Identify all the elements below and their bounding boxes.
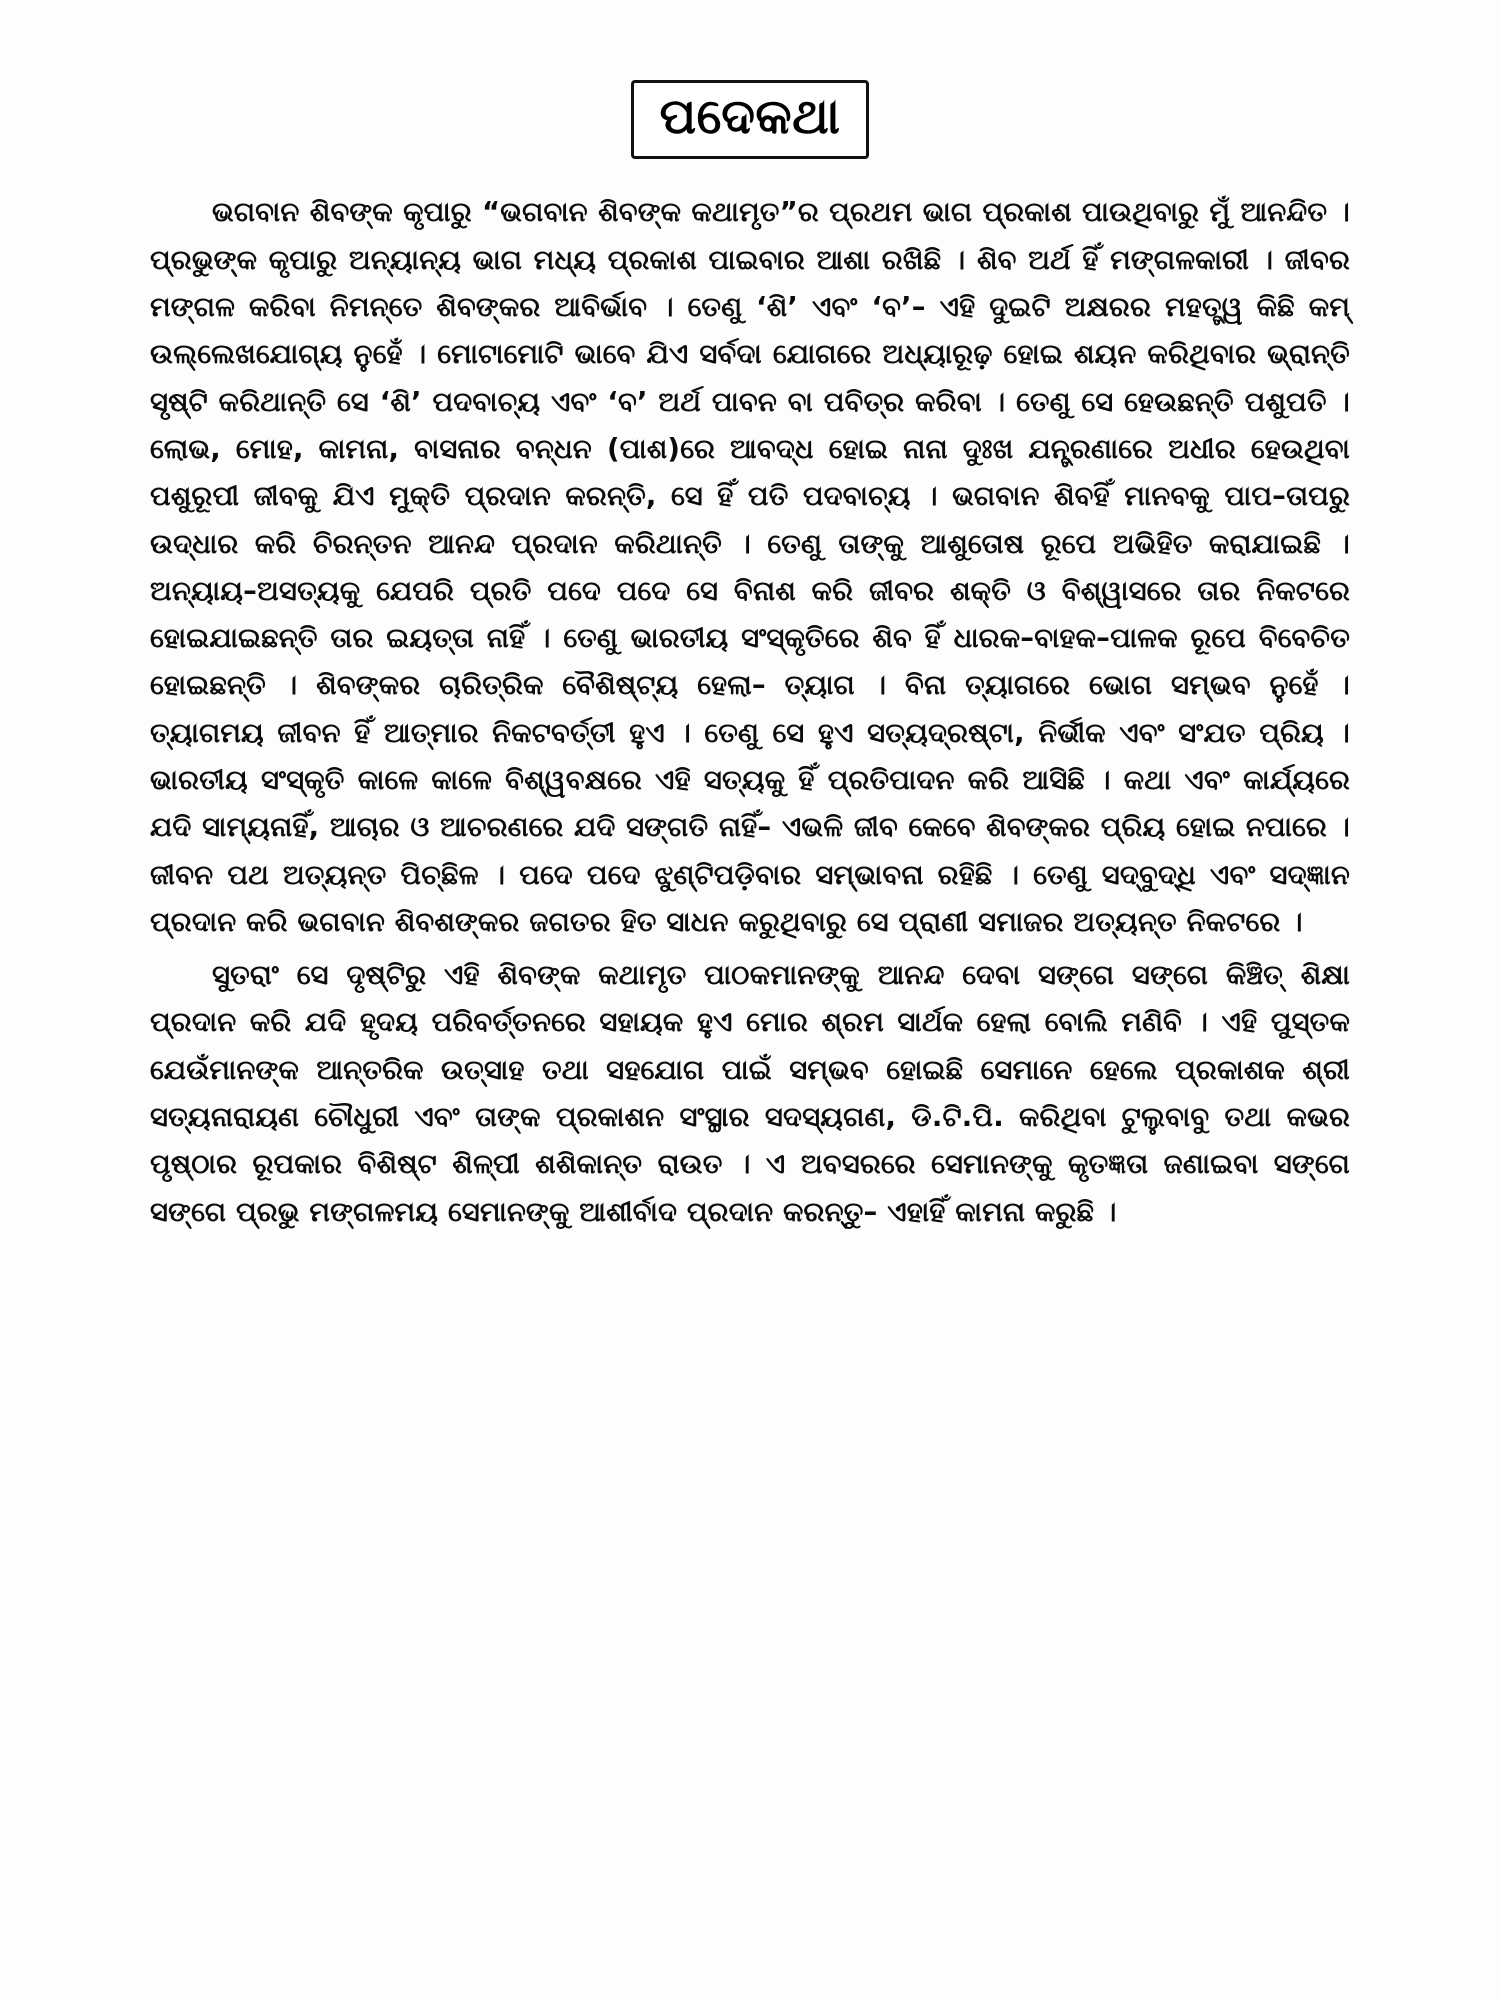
page-title-box — [631, 80, 870, 159]
paragraph: ଭଗବାନ ଶିବଙ୍କ କୃପାରୁ “ଭଗବାନ ଶିବଙ୍କ କଥାମୃତ”ର ପ୍ରଥମ ଭାଗ ପ୍ରକାଶ ପାଉଥିବାରୁ ମୁଁ ଆନନ୍ଦିତ । ପ୍ରଭୁଙ୍କ କୃପାରୁ ଅନ୍ୟାନ୍ୟ ଭାଗ ମଧ୍ୟ ପ୍ରକାଶ ପାଇବାର ଆଶା ରଖିଛି । ଶିବ ଅର୍ଥ ହିଁ ମଙ୍ଗଳକାରୀ । ଜୀବର ମଙ୍ଗଳ କରିବା ନିମନ୍ତେ ଶିବଙ୍କର ଆବିର୍ଭାବ । ତେଣୁ ‘ଶି’ ଏବଂ ‘ବ’– ଏହି ଦୁଇଟି ଅକ୍ଷରର ମହତ୍ତ୍ୱ କିଛି କମ୍ ଉଲ୍ଲେଖଯୋଗ୍ୟ ନୁହେଁ । ମୋଟାମୋଟି ଭାବେ ଯିଏ ସର୍ବଦା ଯୋଗରେ ଅଧ୍ୟାରୂଢ଼ ହୋଇ ଶୟନ କରିଥିବାର ଭ୍ରାନ୍ତି ସୃଷ୍ଟି କରିଥାନ୍ତି ସେ ‘ଶି’ ପଦବାଚ୍ୟ ଏବଂ ‘ବ’ ଅର୍ଥ ପାବନ ବା ପବିତ୍ର କରିବା । ତେଣୁ ସେ ହେଉଛନ୍ତି ପଶୁପତି । ଲୋଭ, ମୋହ, କାମନା, ବାସନାର ବନ୍ଧନ (ପାଶ)ରେ ଆବଦ୍ଧ ହୋଇ ନାନା ଦୁଃଖ ଯନ୍ତ୍ରଣାରେ ଅଧୀର ହେଉଥିବା ପଶୁରୂପୀ ଜୀବକୁ ଯିଏ ମୁକ୍ତି ପ୍ରଦାନ କରନ୍ତି, ସେ ହିଁ ପତି ପଦବାଚ୍ୟ । ଭଗବାନ ଶିବହିଁ ମାନବକୁ ପାପ–ତାପରୁ ଉଦ୍ଧାର କରି ଚିରନ୍ତନ ଆନନ୍ଦ ପ୍ରଦାନ କରିଥାନ୍ତି । ତେଣୁ ତାଙ୍କୁ ଆଶୁତୋଷ ରୂପେ ଅଭିହିତ କରାଯାଇଛି । ଅନ୍ୟାୟ–ଅସତ୍ୟକୁ ଯେପରି ପ୍ରତି ପଦେ ପଦେ ସେ ବିନାଶ କରି ଜୀବର ଶକ୍ତି ଓ ବିଶ୍ୱାସରେ ତାର ନିକଟରେ ହୋଇଯାଇଛନ୍ତି ତାର ଇୟତ୍ତା ନାହିଁ । ତେଣୁ ଭାରତୀୟ ସଂସ୍କୃତିରେ ଶିବ ହିଁ ଧାରକ–ବାହକ–ପାଳକ ରୂପେ ବିବେଚିତ ହୋଇଛନ୍ତି । ଶିବଙ୍କର ଚାରିତ୍ରିକ ବୈଶିଷ୍ଟ୍ୟ ହେଲା– ତ୍ୟାଗ । ବିନା ତ୍ୟାଗରେ ଭୋଗ ସମ୍ଭବ ନୁହେଁ । ତ୍ୟାଗମୟ ଜୀବନ ହିଁ ଆତ୍ମାର ନିକଟବର୍ତ୍ତୀ ହୁଏ । ତେଣୁ ସେ ହୁଏ ସତ୍ୟଦ୍ରଷ୍ଟା, ନିର୍ଭୀକ ଏବଂ ସଂଯତ ପ୍ରିୟ । ଭାରତୀୟ ସଂସ୍କୃତି କାଳେ କାଳେ ବିଶ୍ୱବକ୍ଷରେ ଏହି ସତ୍ୟକୁ ହିଁ ପ୍ରତିପାଦନ କରି ଆସିଛି । କଥା ଏବଂ କାର୍ଯ୍ୟରେ ଯଦି ସାମ୍ୟନାହିଁ, ଆଚାର ଓ ଆଚରଣରେ ଯଦି ସଙ୍ଗତି ନାହିଁ– ଏଭଳି ଜୀବ କେବେ ଶିବଙ୍କର ପ୍ରିୟ ହୋଇ ନପାରେ । ଜୀବନ ପଥ ଅତ୍ୟନ୍ତ ପିଚ୍ଛିଳ । ପଦେ ପଦେ ଝୁଣ୍ଟିପଡ଼ିବାର ସମ୍ଭାବନା ରହିଛି । ତେଣୁ ସଦ୍‌ବୁଦ୍ଧି ଏବଂ ସଦ୍‌ଜ୍ଞାନ ପ୍ରଦାନ କରି ଭଗବାନ ଶିବଶଙ୍କର ଜଗତର ହିତ ସାଧନ କରୁଥିବାରୁ ସେ ପ୍ରାଣୀ ସମାଜର ଅତ୍ୟନ୍ତ ନିକଟରେ । — [150, 196, 1350, 938]
document-body — [150, 189, 1350, 1236]
page-title: ପଦେକଥା — [659, 88, 841, 145]
page-title-container — [150, 80, 1350, 159]
paragraph: ସୁତରାଂ ସେ ଦୃଷ୍ଟିରୁ ଏହି ଶିବଙ୍କ କଥାମୃତ ପାଠକମାନଙ୍କୁ ଆନନ୍ଦ ଦେବା ସଙ୍ଗେ ସଙ୍ଗେ କିଞ୍ଚିତ୍‌ ଶିକ୍ଷା ପ୍ରଦାନ କରି ଯଦି ହୃଦୟ ପରିବର୍ତ୍ତନରେ ସହାୟକ ହୁଏ ମୋର ଶ୍ରମ ସାର୍ଥକ ହେଲା ବୋଲି ମଣିବି । ଏହି ପୁସ୍ତକ ଯେଉଁମାନଙ୍କ ଆନ୍ତରିକ ଉତ୍ସାହ ତଥା ସହଯୋଗ ପାଇଁ ସମ୍ଭବ ହୋଇଛି ସେମାନେ ହେଲେ ପ୍ରକାଶକ ଶ୍ରୀ ସତ୍ୟନାରାୟଣ ଚୌଧୁରୀ ଏବଂ ତାଙ୍କ ପ୍ରକାଶନ ସଂସ୍ଥାର ସଦସ୍ୟଗଣ, ଡି.ଟି.ପି. କରିଥିବା ଟୁଲୁବାବୁ ତଥା କଭର ପୃଷ୍ଠାର ରୂପକାର ବିଶିଷ୍ଟ ଶିଳ୍ପୀ ଶଶିକାନ୍ତ ରାଉତ । ଏ ଅବସରରେ ସେମାନଙ୍କୁ କୃତଜ୍ଞତା ଜଣାଇବା ସଙ୍ଗେ ସଙ୍ଗେ ପ୍ରଭୁ ମଙ୍ଗଳମୟ ସେମାନଙ୍କୁ ଆଶୀର୍ବାଦ ପ୍ରଦାନ କରନ୍ତୁ– ଏହାହିଁ କାମନା କରୁଛି । — [150, 959, 1350, 1228]
